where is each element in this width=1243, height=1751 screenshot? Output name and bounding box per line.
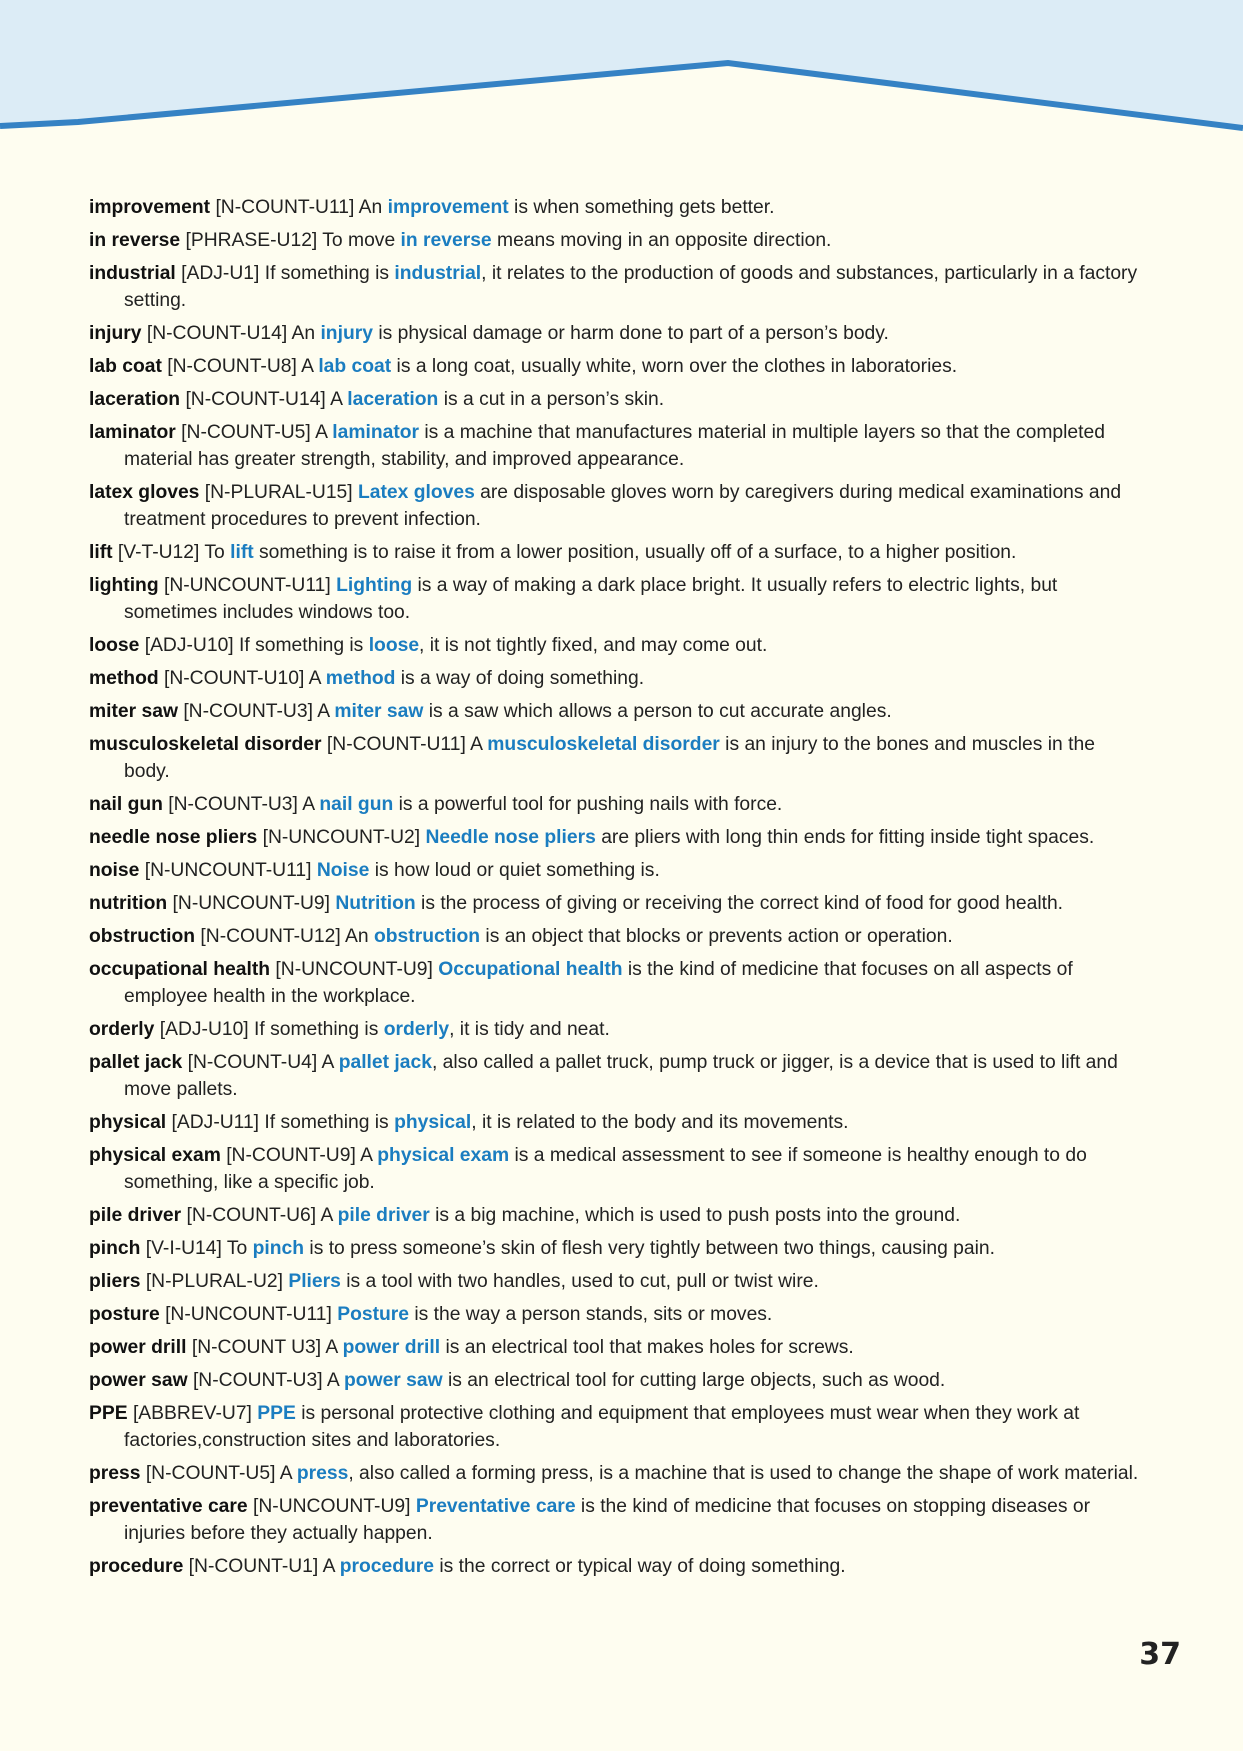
entry-highlight: lift <box>230 542 254 563</box>
entry-term: pinch <box>89 1238 141 1259</box>
entry-term: physical exam <box>89 1145 221 1166</box>
glossary-entry <box>89 419 1139 473</box>
entry-definition-start: A <box>360 1145 372 1166</box>
entry-definition: , it is tidy and neat. <box>449 1019 610 1040</box>
glossary-entry <box>89 791 1139 818</box>
entry-definition-start: A <box>317 701 330 722</box>
entry-definition: is a medical assessment to see if someone is healthy enough to do something, like a specific job. <box>124 1145 1087 1193</box>
entry-tag: [N-COUNT-U1] <box>188 1556 319 1577</box>
entry-term: nutrition <box>89 893 168 914</box>
entry-highlight: lab coat <box>318 356 392 377</box>
entry-highlight: Occupational health <box>438 959 623 980</box>
entry-term: press <box>89 1463 141 1484</box>
entry-highlight: laceration <box>347 389 439 410</box>
entry-tag: [ADJ-U10] <box>159 1019 249 1040</box>
entry-definition-start: A <box>325 1337 338 1358</box>
entry-term: preventative care <box>89 1496 248 1517</box>
entry-term: procedure <box>89 1556 184 1577</box>
entry-highlight: physical <box>394 1112 472 1133</box>
glossary-entry <box>89 320 1139 347</box>
entry-tag: [N-UNCOUNT-U2] <box>262 827 421 848</box>
entry-tag: [N-COUNT-U12] <box>200 926 341 947</box>
glossary-entry <box>89 1235 1139 1262</box>
entry-highlight: industrial <box>394 263 482 284</box>
entry-definition: something is to raise it from a lower position, usually off of a surface, to a higher position. <box>259 542 1017 563</box>
entry-highlight: miter saw <box>334 701 424 722</box>
entry-tag: [N-UNCOUNT-U11] <box>144 860 312 881</box>
entry-tag: [N-COUNT-U9] <box>226 1145 356 1166</box>
glossary-entry <box>89 824 1139 851</box>
entry-term: power saw <box>89 1370 188 1391</box>
entry-highlight: Needle nose pliers <box>425 827 596 848</box>
entry-definition: is to press someone’s skin of flesh very tightly between two things, causing pain. <box>309 1238 995 1259</box>
entry-definition: is a big machine, which is used to push posts into the ground. <box>435 1205 961 1226</box>
glossary-entry <box>89 260 1139 314</box>
entry-tag: [N-UNCOUNT-U9] <box>253 1496 411 1517</box>
entry-tag: [V-I-U14] <box>145 1238 222 1259</box>
glossary-entry <box>89 1016 1139 1043</box>
entry-term: laminator <box>89 422 176 443</box>
entry-tag: [ADJ-U1] <box>181 263 260 284</box>
entry-tag: [N-COUNT-U4] <box>187 1052 318 1073</box>
entry-highlight: orderly <box>383 1019 450 1040</box>
entry-tag: [N-COUNT-U5] <box>145 1463 276 1484</box>
entry-definition-start: A <box>321 1052 334 1073</box>
entry-definition: is an object that blocks or prevents action or operation. <box>485 926 953 947</box>
glossary-entry <box>89 1301 1139 1328</box>
entry-definition: is a tool with two handles, used to cut, pull or twist wire. <box>346 1271 819 1292</box>
entry-tag: [PHRASE-U12] <box>185 230 318 251</box>
entry-highlight: in reverse <box>400 230 492 251</box>
entry-definition: is an injury to the bones and muscles in the body. <box>124 734 1095 782</box>
entry-term: lighting <box>89 575 159 596</box>
entry-highlight: power drill <box>342 1337 441 1358</box>
entry-definition-start: If something is <box>254 1019 379 1040</box>
entry-highlight: pallet jack <box>338 1052 432 1073</box>
glossary-entry <box>89 1460 1139 1487</box>
entry-definition-start: If something is <box>239 635 364 656</box>
entry-term: method <box>89 668 159 689</box>
entry-definition-start: A <box>308 668 321 689</box>
glossary-entry <box>89 698 1139 725</box>
entry-highlight: musculoskeletal disorder <box>487 734 720 755</box>
entry-definition: is the kind of medicine that focuses on all aspects of employee health in the workplace. <box>124 959 1073 1007</box>
entry-term: lab coat <box>89 356 162 377</box>
entry-definition: are pliers with long thin ends for fitting inside tight spaces. <box>601 827 1095 848</box>
entry-definition-start: An <box>345 926 369 947</box>
entry-definition-start: A <box>302 794 314 815</box>
glossary-list <box>89 194 1139 1586</box>
entry-highlight: laminator <box>332 422 420 443</box>
entry-definition: , it is related to the body and its movements. <box>471 1112 849 1133</box>
glossary-entry <box>89 1109 1139 1136</box>
entry-definition: is a powerful tool for pushing nails with force. <box>398 794 783 815</box>
entry-term: latex gloves <box>89 482 200 503</box>
entry-term: noise <box>89 860 140 881</box>
entry-term: musculoskeletal disorder <box>89 734 322 755</box>
entry-term: loose <box>89 635 140 656</box>
entry-definition: is a cut in a person’s skin. <box>443 389 665 410</box>
glossary-entry <box>89 479 1139 533</box>
glossary-entry <box>89 632 1139 659</box>
glossary-entry <box>89 1049 1139 1103</box>
entry-definition-start: A <box>322 1556 335 1577</box>
entry-term: lift <box>89 542 113 563</box>
entry-highlight: Lighting <box>336 575 413 596</box>
entry-term: obstruction <box>89 926 196 947</box>
entry-tag: [N-COUNT-U14] <box>185 389 326 410</box>
entry-term: in reverse <box>89 230 181 251</box>
entry-definition: is when something gets better. <box>514 197 775 218</box>
entry-highlight: Latex gloves <box>357 482 475 503</box>
glossary-entry <box>89 539 1139 566</box>
entry-definition: are disposable gloves worn by caregivers during medical examinations and treatment procedures to prevent infection. <box>124 482 1122 530</box>
entry-tag: [N-COUNT U3] <box>191 1337 322 1358</box>
entry-definition: is the way a person stands, sits or moves. <box>414 1304 773 1325</box>
entry-definition-start: To move <box>322 230 396 251</box>
page-number: 37 <box>1139 1637 1181 1672</box>
entry-highlight: method <box>325 668 396 689</box>
entry-definition: is a long coat, usually white, worn over the clothes in laboratories. <box>396 356 958 377</box>
glossary-entry <box>89 923 1139 950</box>
entry-definition: is a machine that manufactures material in multiple layers so that the completed material has greater strength, stability, and improved appearance. <box>124 422 1105 470</box>
entry-definition: is a saw which allows a person to cut accurate angles. <box>428 701 892 722</box>
entry-tag: [N-COUNT-U6] <box>186 1205 317 1226</box>
glossary-entry <box>89 194 1139 221</box>
header-banner <box>0 0 1243 140</box>
entry-term: occupational health <box>89 959 271 980</box>
glossary-entry <box>89 956 1139 1010</box>
glossary-entry <box>89 1334 1139 1361</box>
entry-term: laceration <box>89 389 181 410</box>
entry-highlight: Pliers <box>288 1271 341 1292</box>
entry-definition-start: A <box>320 1205 333 1226</box>
entry-definition: is an electrical tool for cutting large objects, such as wood. <box>447 1370 946 1391</box>
glossary-entry <box>89 227 1139 254</box>
entry-tag: [N-COUNT-U8] <box>167 356 297 377</box>
glossary-entry <box>89 572 1139 626</box>
entry-term: physical <box>89 1112 167 1133</box>
entry-definition: means moving in an opposite direction. <box>497 230 832 251</box>
entry-tag: [V-T-U12] <box>117 542 200 563</box>
entry-definition: is physical damage or harm done to part of a person’s body. <box>378 323 889 344</box>
entry-term: injury <box>89 323 142 344</box>
entry-tag: [N-PLURAL-U2] <box>145 1271 283 1292</box>
entry-definition-start: If something is <box>264 263 390 284</box>
entry-term: PPE <box>89 1403 128 1424</box>
entry-definition: , it is not tightly fixed, and may come out. <box>419 635 768 656</box>
glossary-entry <box>89 386 1139 413</box>
entry-term: miter saw <box>89 701 178 722</box>
entry-highlight: pile driver <box>337 1205 430 1226</box>
entry-tag: [N-UNCOUNT-U9] <box>275 959 433 980</box>
entry-definition: is a way of making a dark place bright. It usually refers to electric lights, but sometimes includes windows too. <box>124 575 1058 623</box>
glossary-entry <box>89 1142 1139 1196</box>
entry-definition-start: A <box>326 1370 339 1391</box>
entry-tag: [N-PLURAL-U15] <box>204 482 353 503</box>
entry-tag: [N-COUNT-U11] <box>326 734 466 755</box>
glossary-entry <box>89 1202 1139 1229</box>
entry-highlight: press <box>296 1463 349 1484</box>
glossary-entry <box>89 353 1139 380</box>
entry-definition: , also called a pallet truck, pump truck or jigger, is a device that is used to lift and move pallets. <box>124 1052 1118 1100</box>
entry-definition-start: A <box>470 734 482 755</box>
entry-tag: [N-COUNT-U11] <box>215 197 355 218</box>
glossary-entry <box>89 665 1139 692</box>
entry-definition: is the kind of medicine that focuses on stopping diseases or injuries before they actually happen. <box>124 1496 1091 1544</box>
entry-definition: is personal protective clothing and equipment that employees must wear when they work at factories,construction sites and laboratories. <box>124 1403 1080 1451</box>
entry-highlight: injury <box>320 323 373 344</box>
entry-highlight: obstruction <box>374 926 481 947</box>
entry-definition: is a way of doing something. <box>400 668 645 689</box>
glossary-entry <box>89 1400 1139 1454</box>
entry-term: posture <box>89 1304 160 1325</box>
entry-definition-start: A <box>330 389 342 410</box>
entry-definition-start: A <box>315 422 327 443</box>
entry-definition-start: An <box>358 197 383 218</box>
entry-highlight: power saw <box>344 1370 443 1391</box>
entry-term: pile driver <box>89 1205 182 1226</box>
glossary-entry <box>89 1493 1139 1547</box>
entry-definition: , it relates to the production of goods and substances, particularly in a factory setting. <box>124 263 1138 311</box>
entry-term: needle nose pliers <box>89 827 258 848</box>
entry-tag: [ADJ-U10] <box>144 635 234 656</box>
glossary-entry <box>89 1553 1139 1580</box>
entry-definition: is how loud or quiet something is. <box>374 860 660 881</box>
glossary-entry <box>89 731 1139 785</box>
entry-term: pallet jack <box>89 1052 183 1073</box>
entry-definition-start: To <box>226 1238 248 1259</box>
entry-tag: [N-UNCOUNT-U11] <box>165 1304 332 1325</box>
entry-highlight: Nutrition <box>335 893 416 914</box>
entry-highlight: procedure <box>339 1556 435 1577</box>
entry-tag: [N-UNCOUNT-U11] <box>163 575 331 596</box>
glossary-entry <box>89 1367 1139 1394</box>
entry-term: industrial <box>89 263 176 284</box>
entry-definition-start: To <box>204 542 225 563</box>
entry-definition-start: A <box>279 1463 292 1484</box>
entry-term: nail gun <box>89 794 163 815</box>
entry-tag: [N-COUNT-U10] <box>163 668 305 689</box>
entry-tag: [N-COUNT-U5] <box>181 422 311 443</box>
entry-term: improvement <box>89 197 211 218</box>
entry-tag: [N-COUNT-U14] <box>146 323 288 344</box>
entry-highlight: Noise <box>316 860 370 881</box>
entry-highlight: Preventative care <box>415 1496 576 1517</box>
glossary-entry <box>89 890 1139 917</box>
entry-term: pliers <box>89 1271 141 1292</box>
entry-highlight: physical exam <box>377 1145 510 1166</box>
entry-tag: [ABBREV-U7] <box>132 1403 252 1424</box>
entry-tag: [N-UNCOUNT-U9] <box>172 893 330 914</box>
entry-tag: [N-COUNT-U3] <box>183 701 313 722</box>
entry-definition-start: A <box>301 356 313 377</box>
entry-definition-start: An <box>291 323 316 344</box>
glossary-entry <box>89 857 1139 884</box>
entry-highlight: loose <box>368 635 420 656</box>
entry-highlight: improvement <box>387 197 509 218</box>
entry-highlight: pinch <box>252 1238 305 1259</box>
entry-highlight: Posture <box>337 1304 409 1325</box>
entry-definition: is an electrical tool that makes holes for screws. <box>445 1337 854 1358</box>
entry-definition: is the process of giving or receiving the correct kind of food for good health. <box>421 893 1064 914</box>
entry-term: power drill <box>89 1337 187 1358</box>
entry-term: orderly <box>89 1019 155 1040</box>
entry-highlight: nail gun <box>319 794 394 815</box>
entry-tag: [N-COUNT-U3] <box>168 794 298 815</box>
entry-definition: is the correct or typical way of doing something. <box>439 1556 846 1577</box>
glossary-entry <box>89 1268 1139 1295</box>
entry-highlight: PPE <box>257 1403 296 1424</box>
entry-definition-start: If something is <box>264 1112 389 1133</box>
entry-definition: , also called a forming press, is a machine that is used to change the shape of work material. <box>348 1463 1139 1484</box>
entry-tag: [N-COUNT-U3] <box>192 1370 323 1391</box>
entry-tag: [ADJ-U11] <box>171 1112 260 1133</box>
